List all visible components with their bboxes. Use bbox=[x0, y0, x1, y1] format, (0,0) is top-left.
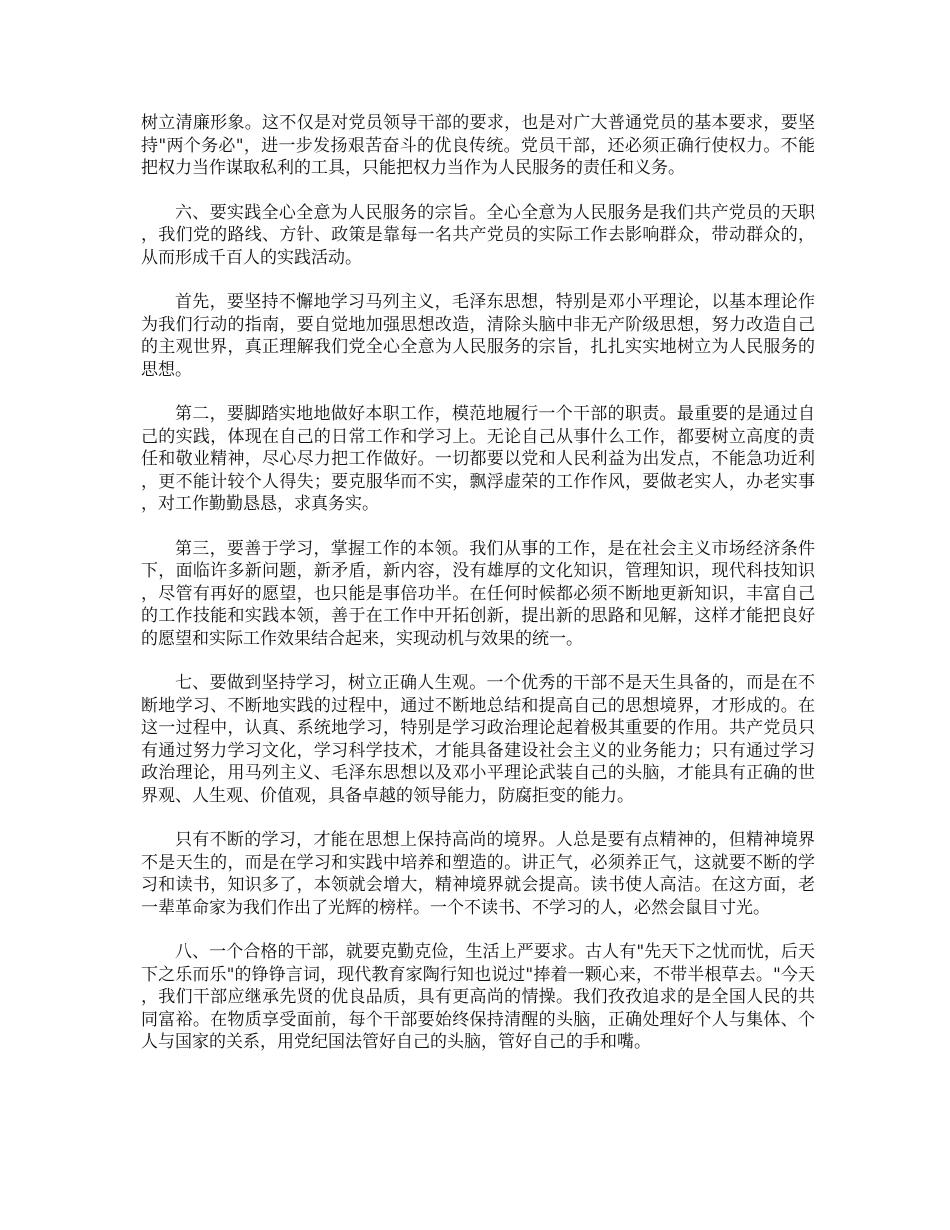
paragraph-section-seven: 七、要做到坚持学习，树立正确人生观。一个优秀的干部不是天生具备的，而是在不断地学习、不断地实践的过程中，通过不断地总结和提高自己的思想境界，才形成的。在这一过程中，认真、系统地学习，特别是学习政治理论起着极其重要的作用。共产党员只有通过努力学习文化，学习科学技术，才能具备建设社会主义的业务能力；只有通过学习政治理论，用马列主义、毛泽东思想以及邓小平理论武装自己的头脑，才能具有正确的世界观、人生观、价值观，具备卓越的领导能力，防腐拒变的能力。 bbox=[141, 673, 815, 806]
paragraph-first-point: 首先，要坚持不懈地学习马列主义，毛泽东思想，特别是邓小平理论，以基本理论作为我们行动的指南，要自觉地加强思想改造，清除头脑中非无产阶级思想，努力改造自己的主观世界，真正理解我们党全心全意为人民服务的宗旨，扎扎实实地树立为人民服务的思想。 bbox=[141, 292, 815, 380]
paragraph-continuation: 树立清廉形象。这不仅是对党员领导干部的要求，也是对广大普通党员的基本要求，要坚持"两个务必"，进一步发扬艰苦奋斗的优良传统。党员干部，还必须正确行使权力。不能把权力当作谋取私利的工具，只能把权力当作为人民服务的责任和义务。 bbox=[141, 113, 815, 178]
paragraph-section-eight: 八、一个合格的干部，就要克勤克俭，生活上严要求。古人有"先天下之忧而忧，后天下之乐而乐"的铮铮言词，现代教育家陶行知也说过"捧着一颗心来，不带半根草去。"今天，我们干部应继承先贤的优良品质，具有更高尚的情操。我们孜孜追求的是全国人民的共同富裕。在物质享受面前，每个干部要始终保持清醒的头脑，正确处理好个人与集体、个人与国家的关系，用党纪国法管好自己的头脑，管好自己的手和嘴。 bbox=[141, 942, 815, 1052]
document-body bbox=[141, 112, 815, 1076]
paragraph-section-six: 六、要实践全心全意为人民服务的宗旨。全心全意为人民服务是我们共产党员的天职，我们党的路线、方针、政策是靠每一名共产党员的实际工作去影响群众，带动群众的，从而形成千百人的实践活动。 bbox=[141, 202, 815, 268]
paragraph-third-point: 第三，要善于学习，掌握工作的本领。我们从事的工作，是在社会主义市场经济条件下，面临许多新问题，新矛盾，新内容，没有雄厚的文化知识，管理知识，现代科技知识，尽管有再好的愿望，也只能是事倍功半。在任何时候都必须不断地更新知识，丰富自己的工作技能和实践本领，善于在工作中开拓创新，提出新的思路和见解，这样才能把良好的愿望和实际工作效果结合起来，实现动机与效果的统一。 bbox=[141, 538, 815, 649]
paragraph-learning: 只有不断的学习，才能在思想上保持高尚的境界。人总是要有点精神的，但精神境界不是天生的，而是在学习和实践中培养和塑造的。讲正气，必须养正气，这就要不断的学习和读书，知识多了，本领就会增大，精神境界就会提高。读书使人高洁。在这方面，老一辈革命家为我们作出了光辉的榜样。一个不读书、不学习的人，必然会鼠目寸光。 bbox=[141, 830, 815, 918]
paragraph-second-point: 第二，要脚踏实地地做好本职工作，模范地履行一个干部的职责。最重要的是通过自己的实践，体现在自己的日常工作和学习上。无论自己从事什么工作，都要树立高度的责任和敬业精神，尽心尽力把工作做好。一切都要以党和人民利益为出发点，不能急功近利，更不能计较个人得失；要克服华而不实，飘浮虚荣的工作作风，要做老实人，办老实事，对工作勤勤恳恳，求真务实。 bbox=[141, 404, 815, 514]
